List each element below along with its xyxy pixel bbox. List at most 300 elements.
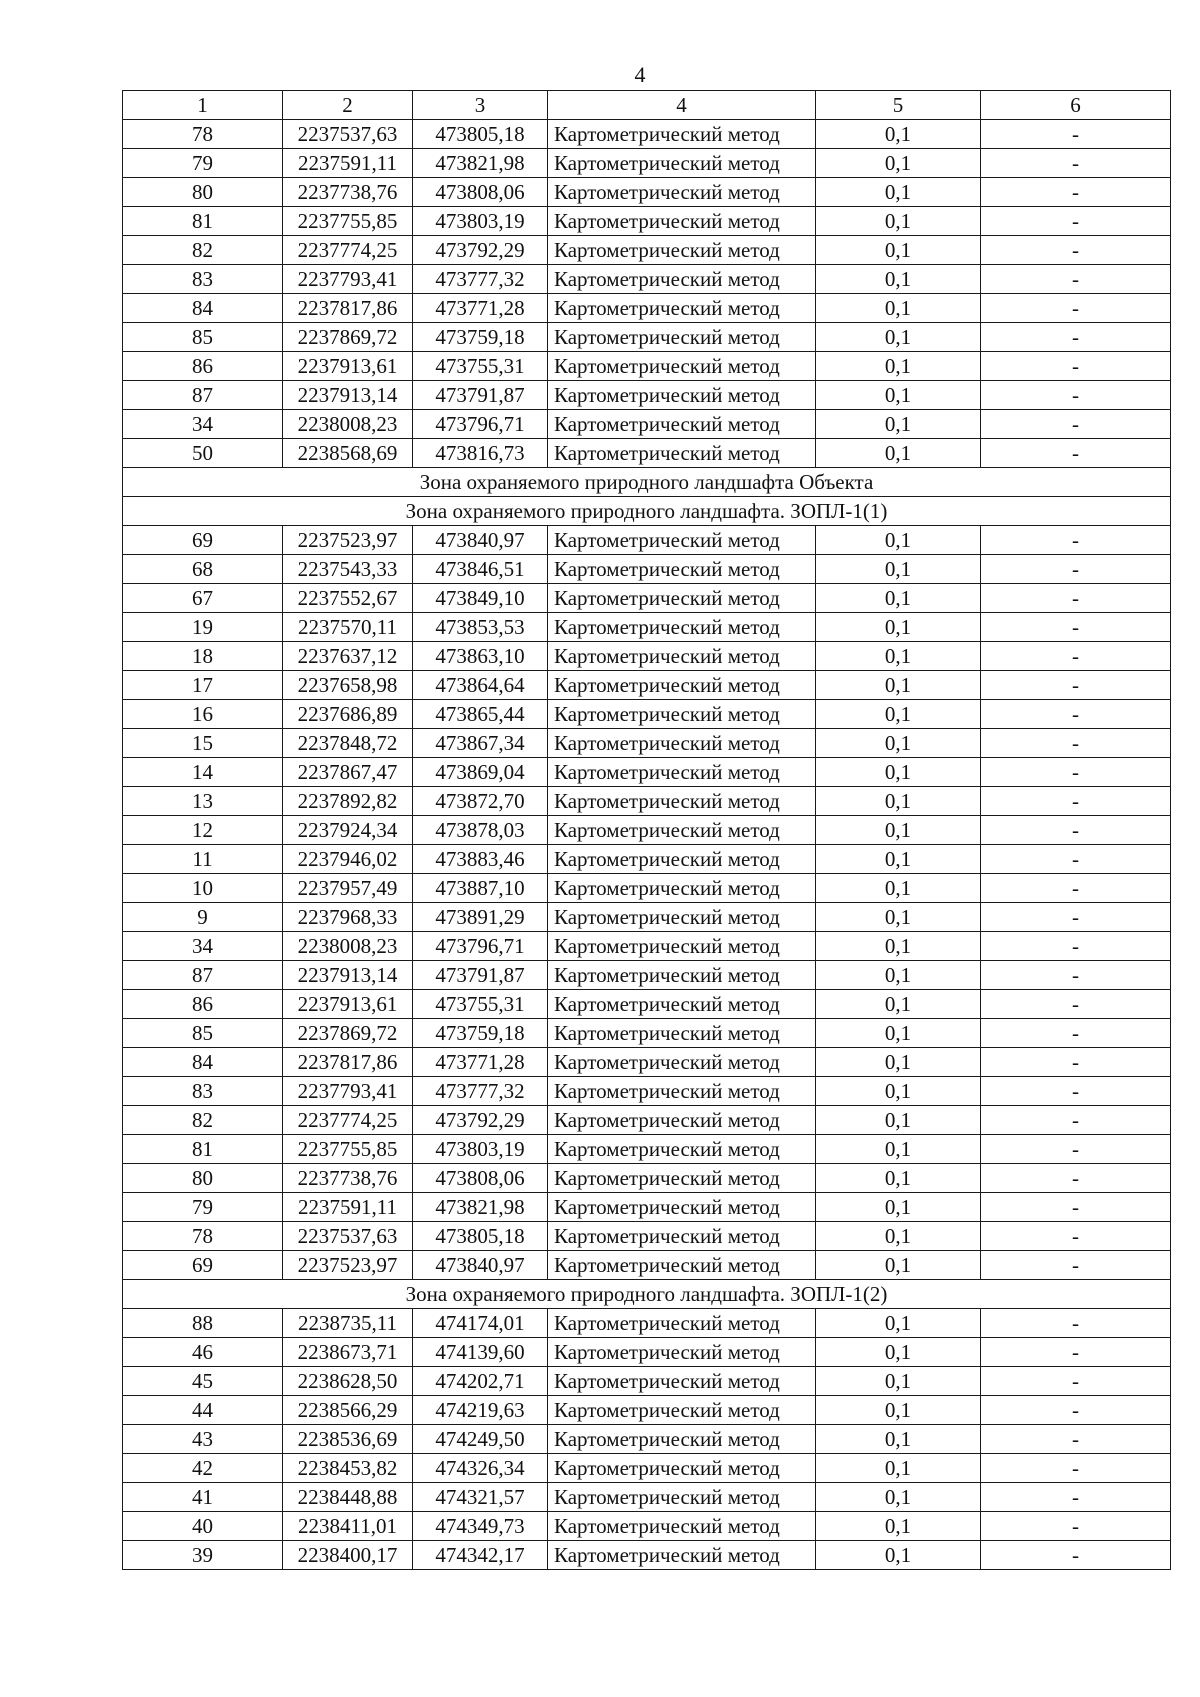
x-coordinate-cell: 2237774,25 (283, 236, 413, 265)
point-number-cell: 88 (123, 1309, 283, 1338)
accuracy-cell: 0,1 (816, 613, 981, 642)
note-cell: - (981, 874, 1171, 903)
point-number-cell: 69 (123, 1251, 283, 1280)
note-cell: - (981, 381, 1171, 410)
method-cell: Картометрический метод (548, 1135, 816, 1164)
accuracy-cell: 0,1 (816, 1541, 981, 1570)
y-coordinate-cell: 473865,44 (413, 700, 548, 729)
x-coordinate-cell: 2237913,61 (283, 990, 413, 1019)
coordinates-table-body (123, 91, 1171, 1570)
y-coordinate-cell: 473755,31 (413, 352, 548, 381)
note-cell: - (981, 584, 1171, 613)
table-row (123, 410, 1171, 439)
accuracy-cell: 0,1 (816, 294, 981, 323)
y-coordinate-cell: 473791,87 (413, 381, 548, 410)
note-cell: - (981, 439, 1171, 468)
note-cell: - (981, 758, 1171, 787)
note-cell: - (981, 410, 1171, 439)
method-cell: Картометрический метод (548, 526, 816, 555)
table-row (123, 961, 1171, 990)
method-cell: Картометрический метод (548, 874, 816, 903)
y-coordinate-cell: 473792,29 (413, 1106, 548, 1135)
accuracy-cell: 0,1 (816, 323, 981, 352)
section-heading-row (123, 1280, 1171, 1309)
point-number-cell: 19 (123, 613, 283, 642)
y-coordinate-cell: 473872,70 (413, 787, 548, 816)
method-cell: Картометрический метод (548, 990, 816, 1019)
note-cell: - (981, 613, 1171, 642)
table-row (123, 323, 1171, 352)
y-coordinate-cell: 473891,29 (413, 903, 548, 932)
note-cell: - (981, 1454, 1171, 1483)
accuracy-cell: 0,1 (816, 1077, 981, 1106)
method-cell: Картометрический метод (548, 352, 816, 381)
method-cell: Картометрический метод (548, 642, 816, 671)
point-number-cell: 78 (123, 1222, 283, 1251)
y-coordinate-cell: 473887,10 (413, 874, 548, 903)
note-cell: - (981, 1483, 1171, 1512)
method-cell: Картометрический метод (548, 178, 816, 207)
x-coordinate-cell: 2238628,50 (283, 1367, 413, 1396)
x-coordinate-cell: 2237968,33 (283, 903, 413, 932)
y-coordinate-cell: 474349,73 (413, 1512, 548, 1541)
x-coordinate-cell: 2237537,63 (283, 1222, 413, 1251)
x-coordinate-cell: 2237537,63 (283, 120, 413, 149)
accuracy-cell: 0,1 (816, 178, 981, 207)
y-coordinate-cell: 473791,87 (413, 961, 548, 990)
table-row (123, 1425, 1171, 1454)
point-number-cell: 67 (123, 584, 283, 613)
table-row (123, 1077, 1171, 1106)
x-coordinate-cell: 2237793,41 (283, 1077, 413, 1106)
x-coordinate-cell: 2237913,14 (283, 961, 413, 990)
y-coordinate-cell: 473821,98 (413, 1193, 548, 1222)
point-number-cell: 43 (123, 1425, 283, 1454)
x-coordinate-cell: 2237913,61 (283, 352, 413, 381)
y-coordinate-cell: 473840,97 (413, 526, 548, 555)
y-coordinate-cell: 473808,06 (413, 1164, 548, 1193)
y-coordinate-cell: 473796,71 (413, 932, 548, 961)
table-row (123, 787, 1171, 816)
table-row (123, 1396, 1171, 1425)
method-cell: Картометрический метод (548, 410, 816, 439)
accuracy-cell: 0,1 (816, 1106, 981, 1135)
header-cell: 6 (981, 91, 1171, 120)
point-number-cell: 82 (123, 1106, 283, 1135)
note-cell: - (981, 1135, 1171, 1164)
method-cell: Картометрический метод (548, 932, 816, 961)
method-cell: Картометрический метод (548, 671, 816, 700)
table-row (123, 642, 1171, 671)
method-cell: Картометрический метод (548, 439, 816, 468)
point-number-cell: 82 (123, 236, 283, 265)
x-coordinate-cell: 2237817,86 (283, 294, 413, 323)
y-coordinate-cell: 473816,73 (413, 439, 548, 468)
accuracy-cell: 0,1 (816, 526, 981, 555)
table-row (123, 439, 1171, 468)
accuracy-cell: 0,1 (816, 265, 981, 294)
x-coordinate-cell: 2237637,12 (283, 642, 413, 671)
note-cell: - (981, 961, 1171, 990)
table-row (123, 236, 1171, 265)
y-coordinate-cell: 474249,50 (413, 1425, 548, 1454)
accuracy-cell: 0,1 (816, 439, 981, 468)
point-number-cell: 80 (123, 178, 283, 207)
point-number-cell: 69 (123, 526, 283, 555)
note-cell: - (981, 1164, 1171, 1193)
note-cell: - (981, 207, 1171, 236)
point-number-cell: 11 (123, 845, 283, 874)
y-coordinate-cell: 473771,28 (413, 294, 548, 323)
x-coordinate-cell: 2237774,25 (283, 1106, 413, 1135)
table-row (123, 207, 1171, 236)
y-coordinate-cell: 473846,51 (413, 555, 548, 584)
x-coordinate-cell: 2237591,11 (283, 1193, 413, 1222)
y-coordinate-cell: 473808,06 (413, 178, 548, 207)
x-coordinate-cell: 2237869,72 (283, 323, 413, 352)
method-cell: Картометрический метод (548, 700, 816, 729)
table-row (123, 1106, 1171, 1135)
method-cell: Картометрический метод (548, 120, 816, 149)
y-coordinate-cell: 473853,53 (413, 613, 548, 642)
table-row (123, 874, 1171, 903)
table-row (123, 990, 1171, 1019)
table-row (123, 265, 1171, 294)
point-number-cell: 87 (123, 961, 283, 990)
method-cell: Картометрический метод (548, 1338, 816, 1367)
method-cell: Картометрический метод (548, 1367, 816, 1396)
x-coordinate-cell: 2237552,67 (283, 584, 413, 613)
accuracy-cell: 0,1 (816, 1019, 981, 1048)
note-cell: - (981, 816, 1171, 845)
x-coordinate-cell: 2238008,23 (283, 410, 413, 439)
method-cell: Картометрический метод (548, 1019, 816, 1048)
table-row (123, 149, 1171, 178)
table-row (123, 1483, 1171, 1512)
x-coordinate-cell: 2237755,85 (283, 1135, 413, 1164)
accuracy-cell: 0,1 (816, 903, 981, 932)
accuracy-cell: 0,1 (816, 381, 981, 410)
y-coordinate-cell: 473863,10 (413, 642, 548, 671)
x-coordinate-cell: 2237658,98 (283, 671, 413, 700)
point-number-cell: 18 (123, 642, 283, 671)
page-number: 4 (634, 62, 646, 87)
point-number-cell: 84 (123, 294, 283, 323)
table-row (123, 700, 1171, 729)
method-cell: Картометрический метод (548, 381, 816, 410)
accuracy-cell: 0,1 (816, 1193, 981, 1222)
y-coordinate-cell: 473867,34 (413, 729, 548, 758)
table-header-row (123, 91, 1171, 120)
table-row (123, 758, 1171, 787)
y-coordinate-cell: 474202,71 (413, 1367, 548, 1396)
x-coordinate-cell: 2238448,88 (283, 1483, 413, 1512)
accuracy-cell: 0,1 (816, 1367, 981, 1396)
y-coordinate-cell: 474321,57 (413, 1483, 548, 1512)
x-coordinate-cell: 2237793,41 (283, 265, 413, 294)
x-coordinate-cell: 2237913,14 (283, 381, 413, 410)
y-coordinate-cell: 473777,32 (413, 265, 548, 294)
x-coordinate-cell: 2237869,72 (283, 1019, 413, 1048)
accuracy-cell: 0,1 (816, 961, 981, 990)
header-cell: 1 (123, 91, 283, 120)
y-coordinate-cell: 473771,28 (413, 1048, 548, 1077)
header-cell: 5 (816, 91, 981, 120)
accuracy-cell: 0,1 (816, 1309, 981, 1338)
point-number-cell: 50 (123, 439, 283, 468)
coordinates-table (122, 90, 1171, 1570)
point-number-cell: 9 (123, 903, 283, 932)
x-coordinate-cell: 2238008,23 (283, 932, 413, 961)
method-cell: Картометрический метод (548, 1193, 816, 1222)
x-coordinate-cell: 2238536,69 (283, 1425, 413, 1454)
x-coordinate-cell: 2237591,11 (283, 149, 413, 178)
table-row (123, 555, 1171, 584)
point-number-cell: 85 (123, 1019, 283, 1048)
point-number-cell: 87 (123, 381, 283, 410)
table-row (123, 352, 1171, 381)
x-coordinate-cell: 2238566,29 (283, 1396, 413, 1425)
table-row (123, 1251, 1171, 1280)
table-row (123, 1512, 1171, 1541)
method-cell: Картометрический метод (548, 961, 816, 990)
note-cell: - (981, 352, 1171, 381)
section-heading-row (123, 497, 1171, 526)
accuracy-cell: 0,1 (816, 874, 981, 903)
x-coordinate-cell: 2238673,71 (283, 1338, 413, 1367)
y-coordinate-cell: 473805,18 (413, 1222, 548, 1251)
method-cell: Картометрический метод (548, 787, 816, 816)
method-cell: Картометрический метод (548, 845, 816, 874)
accuracy-cell: 0,1 (816, 1338, 981, 1367)
table-row (123, 932, 1171, 961)
accuracy-cell: 0,1 (816, 700, 981, 729)
accuracy-cell: 0,1 (816, 990, 981, 1019)
note-cell: - (981, 323, 1171, 352)
point-number-cell: 42 (123, 1454, 283, 1483)
table-row (123, 729, 1171, 758)
table-row (123, 1338, 1171, 1367)
x-coordinate-cell: 2237755,85 (283, 207, 413, 236)
table-row (123, 526, 1171, 555)
point-number-cell: 34 (123, 410, 283, 439)
method-cell: Картометрический метод (548, 207, 816, 236)
method-cell: Картометрический метод (548, 1164, 816, 1193)
point-number-cell: 80 (123, 1164, 283, 1193)
note-cell: - (981, 1425, 1171, 1454)
note-cell: - (981, 1222, 1171, 1251)
y-coordinate-cell: 473796,71 (413, 410, 548, 439)
y-coordinate-cell: 473755,31 (413, 990, 548, 1019)
note-cell: - (981, 932, 1171, 961)
x-coordinate-cell: 2237523,97 (283, 526, 413, 555)
y-coordinate-cell: 473803,19 (413, 207, 548, 236)
note-cell: - (981, 1106, 1171, 1135)
accuracy-cell: 0,1 (816, 1454, 981, 1483)
table-row (123, 1048, 1171, 1077)
table-row (123, 1454, 1171, 1483)
point-number-cell: 17 (123, 671, 283, 700)
accuracy-cell: 0,1 (816, 120, 981, 149)
point-number-cell: 86 (123, 990, 283, 1019)
point-number-cell: 46 (123, 1338, 283, 1367)
x-coordinate-cell: 2237817,86 (283, 1048, 413, 1077)
accuracy-cell: 0,1 (816, 1164, 981, 1193)
section-heading: Зона охраняемого природного ландшафта Объекта (123, 468, 1171, 497)
note-cell: - (981, 671, 1171, 700)
method-cell: Картометрический метод (548, 1222, 816, 1251)
accuracy-cell: 0,1 (816, 149, 981, 178)
method-cell: Картометрический метод (548, 1309, 816, 1338)
x-coordinate-cell: 2237957,49 (283, 874, 413, 903)
note-cell: - (981, 1396, 1171, 1425)
y-coordinate-cell: 473759,18 (413, 1019, 548, 1048)
method-cell: Картометрический метод (548, 1512, 816, 1541)
y-coordinate-cell: 474219,63 (413, 1396, 548, 1425)
point-number-cell: 68 (123, 555, 283, 584)
accuracy-cell: 0,1 (816, 1222, 981, 1251)
note-cell: - (981, 1512, 1171, 1541)
y-coordinate-cell: 474174,01 (413, 1309, 548, 1338)
method-cell: Картометрический метод (548, 555, 816, 584)
table-row (123, 1541, 1171, 1570)
method-cell: Картометрический метод (548, 613, 816, 642)
point-number-cell: 14 (123, 758, 283, 787)
method-cell: Картометрический метод (548, 816, 816, 845)
y-coordinate-cell: 473878,03 (413, 816, 548, 845)
accuracy-cell: 0,1 (816, 555, 981, 584)
method-cell: Картометрический метод (548, 265, 816, 294)
x-coordinate-cell: 2238411,01 (283, 1512, 413, 1541)
note-cell: - (981, 236, 1171, 265)
y-coordinate-cell: 473805,18 (413, 120, 548, 149)
x-coordinate-cell: 2237543,33 (283, 555, 413, 584)
point-number-cell: 84 (123, 1048, 283, 1077)
y-coordinate-cell: 473849,10 (413, 584, 548, 613)
note-cell: - (981, 642, 1171, 671)
table-row (123, 381, 1171, 410)
point-number-cell: 78 (123, 120, 283, 149)
header-cell: 3 (413, 91, 548, 120)
table-row (123, 1367, 1171, 1396)
table-row (123, 178, 1171, 207)
point-number-cell: 13 (123, 787, 283, 816)
y-coordinate-cell: 473864,64 (413, 671, 548, 700)
point-number-cell: 83 (123, 265, 283, 294)
note-cell: - (981, 787, 1171, 816)
y-coordinate-cell: 474139,60 (413, 1338, 548, 1367)
point-number-cell: 81 (123, 1135, 283, 1164)
accuracy-cell: 0,1 (816, 1048, 981, 1077)
table-row (123, 1222, 1171, 1251)
method-cell: Картометрический метод (548, 1106, 816, 1135)
accuracy-cell: 0,1 (816, 1512, 981, 1541)
point-number-cell: 40 (123, 1512, 283, 1541)
y-coordinate-cell: 474326,34 (413, 1454, 548, 1483)
section-heading-row (123, 468, 1171, 497)
accuracy-cell: 0,1 (816, 671, 981, 700)
note-cell: - (981, 294, 1171, 323)
accuracy-cell: 0,1 (816, 1396, 981, 1425)
x-coordinate-cell: 2237924,34 (283, 816, 413, 845)
point-number-cell: 15 (123, 729, 283, 758)
accuracy-cell: 0,1 (816, 845, 981, 874)
table-row (123, 1135, 1171, 1164)
y-coordinate-cell: 473803,19 (413, 1135, 548, 1164)
x-coordinate-cell: 2238453,82 (283, 1454, 413, 1483)
note-cell: - (981, 178, 1171, 207)
header-cell: 4 (548, 91, 816, 120)
note-cell: - (981, 1541, 1171, 1570)
section-heading: Зона охраняемого природного ландшафта. ЗОПЛ-1(1) (123, 497, 1171, 526)
x-coordinate-cell: 2237738,76 (283, 178, 413, 207)
header-cell: 2 (283, 91, 413, 120)
accuracy-cell: 0,1 (816, 1135, 981, 1164)
point-number-cell: 39 (123, 1541, 283, 1570)
y-coordinate-cell: 473869,04 (413, 758, 548, 787)
method-cell: Картометрический метод (548, 1483, 816, 1512)
point-number-cell: 79 (123, 1193, 283, 1222)
note-cell: - (981, 845, 1171, 874)
method-cell: Картометрический метод (548, 294, 816, 323)
note-cell: - (981, 1193, 1171, 1222)
x-coordinate-cell: 2237570,11 (283, 613, 413, 642)
method-cell: Картометрический метод (548, 1454, 816, 1483)
table-row (123, 903, 1171, 932)
table-row (123, 816, 1171, 845)
method-cell: Картометрический метод (548, 903, 816, 932)
note-cell: - (981, 729, 1171, 758)
note-cell: - (981, 1048, 1171, 1077)
accuracy-cell: 0,1 (816, 787, 981, 816)
method-cell: Картометрический метод (548, 1425, 816, 1454)
table-row (123, 120, 1171, 149)
point-number-cell: 81 (123, 207, 283, 236)
point-number-cell: 10 (123, 874, 283, 903)
table-row (123, 671, 1171, 700)
note-cell: - (981, 1019, 1171, 1048)
y-coordinate-cell: 473840,97 (413, 1251, 548, 1280)
accuracy-cell: 0,1 (816, 352, 981, 381)
point-number-cell: 85 (123, 323, 283, 352)
y-coordinate-cell: 473777,32 (413, 1077, 548, 1106)
accuracy-cell: 0,1 (816, 729, 981, 758)
method-cell: Картометрический метод (548, 1251, 816, 1280)
method-cell: Картометрический метод (548, 1048, 816, 1077)
note-cell: - (981, 149, 1171, 178)
y-coordinate-cell: 473821,98 (413, 149, 548, 178)
section-heading: Зона охраняемого природного ландшафта. ЗОПЛ-1(2) (123, 1280, 1171, 1309)
method-cell: Картометрический метод (548, 236, 816, 265)
accuracy-cell: 0,1 (816, 1251, 981, 1280)
table-row (123, 845, 1171, 874)
y-coordinate-cell: 473883,46 (413, 845, 548, 874)
y-coordinate-cell: 473759,18 (413, 323, 548, 352)
method-cell: Картометрический метод (548, 1077, 816, 1106)
point-number-cell: 16 (123, 700, 283, 729)
point-number-cell: 44 (123, 1396, 283, 1425)
point-number-cell: 41 (123, 1483, 283, 1512)
method-cell: Картометрический метод (548, 149, 816, 178)
x-coordinate-cell: 2237848,72 (283, 729, 413, 758)
point-number-cell: 79 (123, 149, 283, 178)
note-cell: - (981, 1367, 1171, 1396)
x-coordinate-cell: 2238568,69 (283, 439, 413, 468)
note-cell: - (981, 1251, 1171, 1280)
note-cell: - (981, 1077, 1171, 1106)
note-cell: - (981, 1338, 1171, 1367)
x-coordinate-cell: 2237892,82 (283, 787, 413, 816)
